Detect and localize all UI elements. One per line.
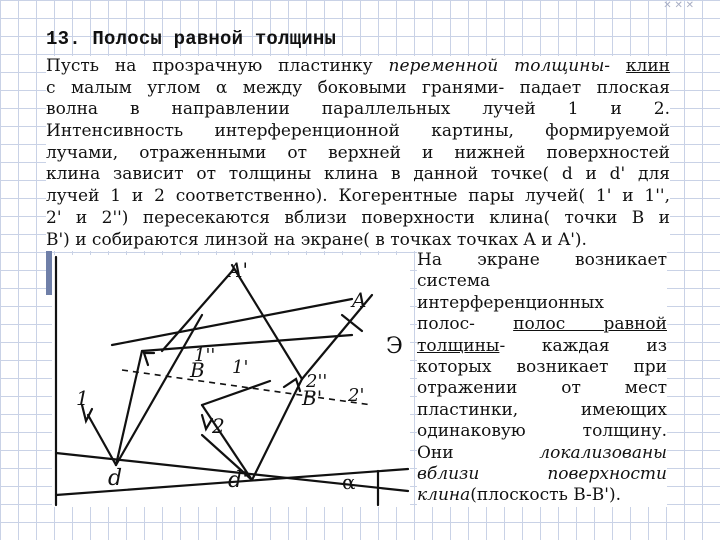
label-ray-2-double: 2'' — [306, 371, 328, 392]
side-line — [417, 314, 667, 335]
wedge-diagram — [52, 255, 410, 507]
text-run: На экране возникает — [417, 250, 667, 270]
text-run: система — [417, 271, 491, 292]
intro-line — [46, 78, 670, 100]
text-run: Пусть на прозрачную пластинку — [46, 56, 389, 76]
italic-term: вблизи поверхности — [417, 463, 667, 484]
text-run: Интенсивность интерференционной картины, формируемой — [46, 121, 670, 142]
text-run: с малым углом α между боковыми гранями- падает плоская — [46, 77, 670, 98]
text-run: лучами, отраженными от верхней и нижней поверхностей — [46, 142, 670, 163]
side-line — [417, 464, 667, 485]
side-line — [417, 357, 667, 378]
side-line — [417, 250, 667, 271]
side-line — [417, 400, 667, 421]
intro-line — [46, 230, 670, 252]
label-A: A — [352, 288, 367, 312]
underlined-term: клин — [625, 56, 671, 76]
text-run: лучей 1 и 2 соответственно). Когерентные пары лучей( 1' и 1'', — [46, 186, 670, 207]
label-d-prime: d' — [228, 468, 249, 493]
side-line — [417, 443, 667, 464]
text-run: (плоскость B-B'). — [470, 485, 621, 506]
intro-line — [46, 164, 670, 186]
label-ray-1-double: 1'' — [194, 345, 216, 366]
slide-title: 13. Полосы равной толщины — [46, 28, 337, 50]
text-run: отражении от мест — [417, 378, 667, 399]
ray-1-reflected — [116, 351, 142, 465]
text-run: Они — [417, 442, 540, 463]
intro-line — [46, 186, 670, 208]
ray-1-double — [116, 315, 202, 465]
label-B-prime: B' — [302, 386, 323, 410]
side-line — [417, 336, 667, 357]
italic-term: клина — [417, 485, 471, 506]
intro-line — [46, 56, 670, 78]
text-run: волна в направлении параллельных лучей 1 и 2. — [46, 99, 670, 120]
intro-line — [46, 121, 670, 143]
label-d: d — [108, 466, 123, 491]
side-line — [417, 271, 667, 292]
intro-line — [46, 143, 670, 165]
text-run: которых возникает при — [417, 356, 667, 377]
text-run: одинаковую толщину. — [417, 421, 667, 442]
label-alpha: α — [342, 470, 356, 494]
label-lens: Э — [386, 334, 403, 359]
text-run: B') и собираются линзой на экране( в точках точках A и A'). — [46, 229, 587, 250]
italic-term: переменной толщины — [388, 56, 605, 76]
arrow-1-prime — [144, 353, 154, 365]
side-line — [417, 378, 667, 399]
text-run: - каждая из — [499, 335, 667, 356]
ray-2-segment — [202, 381, 270, 405]
label-A-prime: A' — [228, 258, 248, 282]
text-run: 2' и 2'') пересекаются вблизи поверхности клина( точки B и — [46, 207, 670, 228]
underlined-term: толщины — [417, 335, 500, 356]
label-ray-2: 2 — [212, 414, 225, 438]
text-run: полос- — [417, 314, 514, 335]
label-ray-2-prime: 2' — [348, 385, 365, 406]
corner-decoration: ✕ ✕ ✕ — [663, 0, 694, 11]
ray-to-Aprime — [162, 269, 234, 351]
intro-line — [46, 99, 670, 121]
intro-paragraph — [46, 56, 670, 251]
underlined-term: полос равной — [513, 314, 667, 335]
italic-term: локализованы — [539, 442, 667, 463]
side-paragraph — [417, 250, 667, 507]
text-run: - — [604, 56, 626, 76]
text-run: интерференционных — [417, 292, 604, 313]
label-B: B — [190, 358, 205, 382]
label-ray-1: 1 — [76, 386, 89, 410]
text-run: клина зависит от толщины клина в данной точке( d и d' для — [46, 164, 670, 185]
intro-line — [46, 208, 670, 230]
side-line — [417, 293, 667, 314]
wedge-interference-figure — [52, 255, 410, 507]
side-line — [417, 485, 667, 506]
label-ray-1-prime: 1' — [232, 357, 249, 378]
side-line — [417, 421, 667, 442]
text-run: пластинки, имеющих — [417, 399, 667, 420]
ray-2-reflected — [252, 379, 302, 480]
